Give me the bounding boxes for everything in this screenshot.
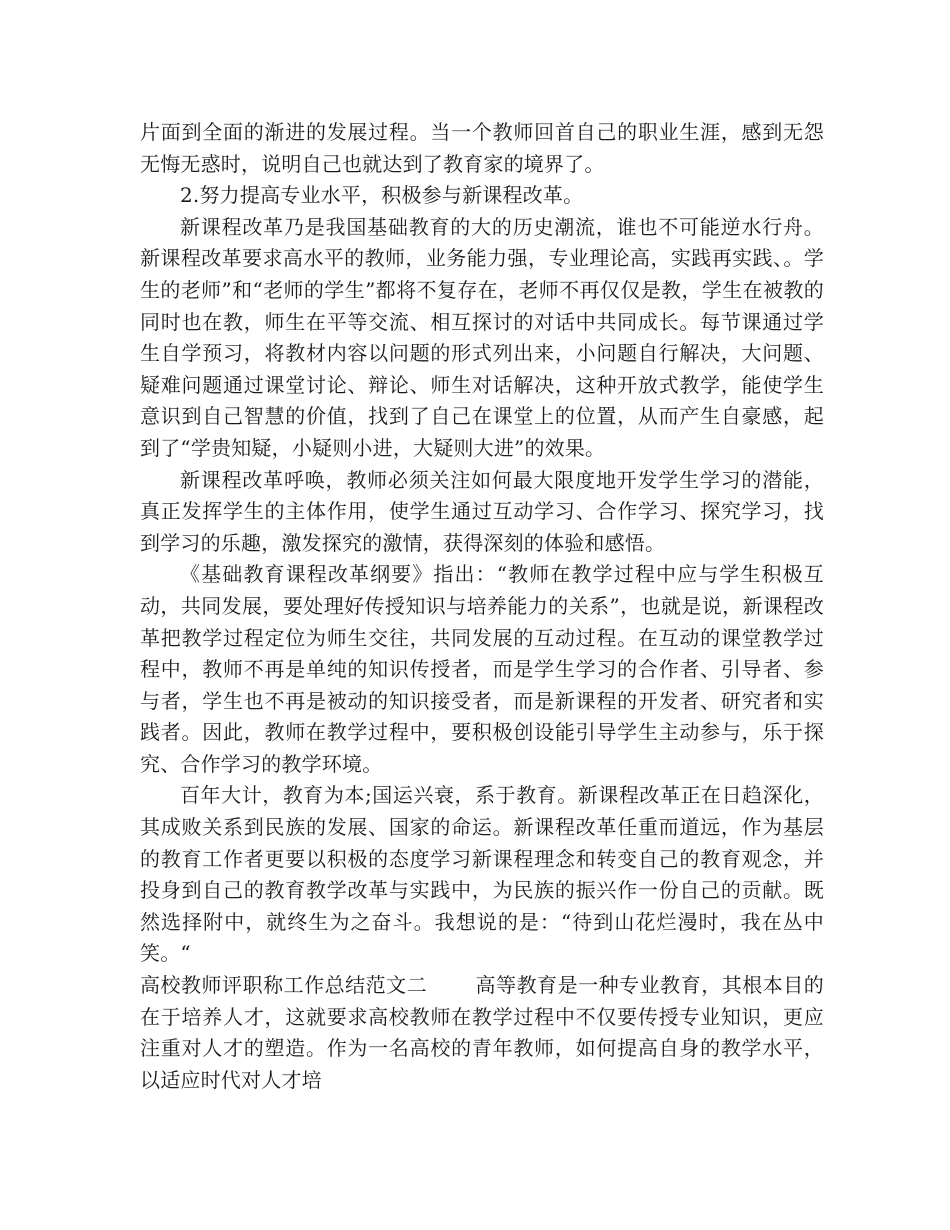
section-heading: 高校教师评职称工作总结范文二 — [140, 973, 428, 998]
section-body: 高等教育是一种专业教育，其根本目的在于培养人才，这就要求高校教师在教学过程中不仅要传授专业知识，更应注重对人才的塑造。作为一名高校的青年教师，如何提高自身的教学水平，以适应时代对人才培 — [140, 973, 824, 1092]
paragraph-continuation: 片面到全面的渐进的发展过程。当一个教师回首自己的职业生涯，感到无怨无悔无惑时，说明自己也就达到了教育家的境界了。 — [140, 120, 824, 176]
paragraph-outline-quote: 《基础教育课程改革纲要》指出：“教师在教学过程中应与学生积极互动，共同发展，要处理好传授知识与培养能力的关系”，也就是说，新课程改革把教学过程定位为师生交往，共同发展的互动过程。在互动的课堂教学过程中，教师不再是单纯的知识传授者，而是学生学习的合作者、引导者、参与者，学生也不再是被动的知识接受者，而是新课程的开发者、研究者和实践者。因此，教师在教学过程中，要积极创设能引导学生主动参与，乐于探究、合作学习的教学环境。 — [140, 562, 824, 776]
paragraph-education-foundation: 百年大计，教育为本;国运兴衰，系于教育。新课程改革正在日趋深化，其成败关系到民族的发展、国家的命运。新课程改革任重而道远，作为基层的教育工作者更要以积极的态度学习新课程理念和转变自己的教育观念，并投身到自己的教育教学改革与实践中，为民族的振兴作一份自己的贡献。既然选择附中，就终生为之奋斗。我想说的是：“待到山花烂漫时，我在丛中笑。“ — [140, 783, 824, 966]
paragraph-subheading: 2.努力提高专业水平，积极参与新课程改革。 — [180, 183, 584, 208]
paragraph-curriculum-reform: 新课程改革乃是我国基础教育的大的历史潮流，谁也不可能逆水行舟。新课程改革要求高水平的教师，业务能力强，专业理论高，实践再实践、。学生的老师”和“老师的学生”都将不复存在，老师不再仅仅是教，学生在被教的同时也在教，师生在平等交流、相互探讨的对话中共同成长。每节课通过学生自学预习，将教材内容以问题的形式列出来，小问题自行解决，大问题、疑难问题通过课堂讨论、辩论、师生对话解决，这种开放式教学，能使学生意识到自己智慧的价值，找到了自己在课堂上的位置，从而产生自豪感，起到了“学贵知疑，小疑则小进，大疑则大进”的效果。 — [140, 214, 824, 460]
paragraph-reform-call: 新课程改革呼唤，教师必须关注如何最大限度地开发学生学习的潜能，真正发挥学生的主体作用，使学生通过互动学习、合作学习、探究学习，找到学习的乐趣，激发探究的激情，获得深刻的体验和感悟。 — [140, 467, 824, 555]
document-body — [140, 117, 824, 1096]
section-paragraph — [140, 970, 824, 1096]
